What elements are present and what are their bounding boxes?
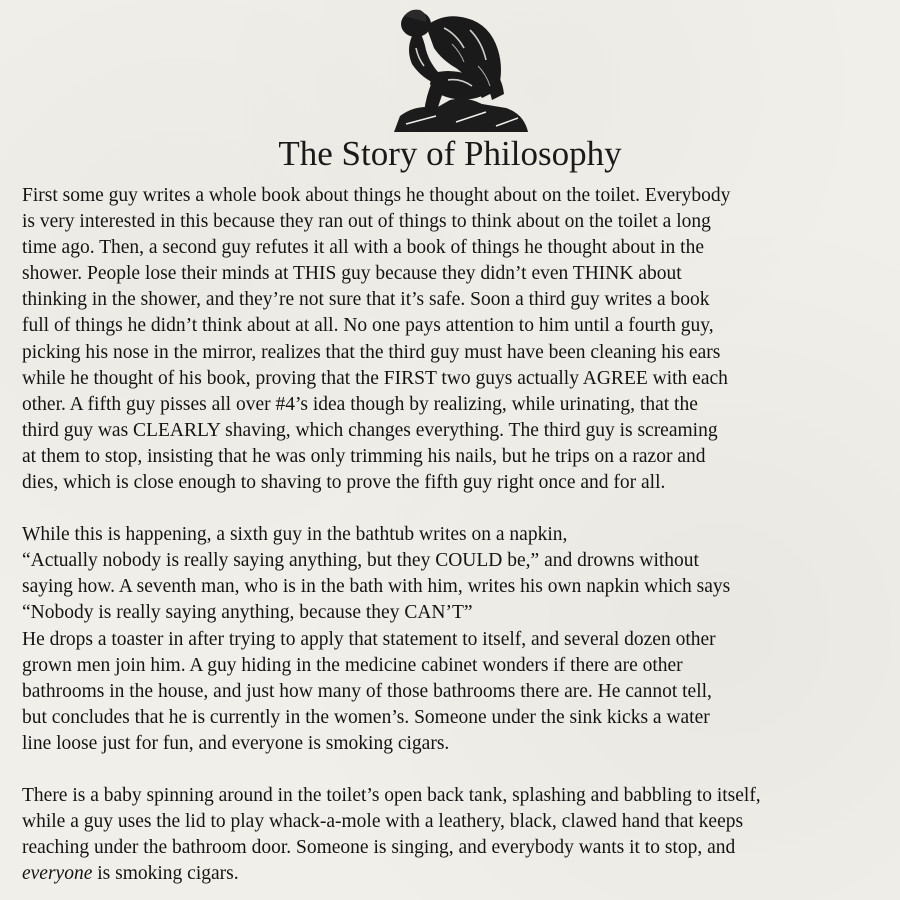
- paragraph-2: [22, 522, 884, 757]
- text-line: First some guy writes a whole book about things he thought about on the toilet. Everybody: [22, 185, 731, 206]
- text-line: line loose just for fun, and everyone is smoking cigars.: [22, 732, 450, 754]
- text-line: bathrooms in the house, and just how many of those bathrooms there are. He cannot tell,: [22, 680, 712, 702]
- text-line: but concludes that he is currently in the women’s. Someone under the sink kicks a water: [22, 706, 710, 728]
- text-line: is very interested in this because they ran out of things to think about on the toilet a long: [22, 211, 711, 233]
- text-line: at them to stop, insisting that he was only trimming his nails, but he trips on a razor and: [22, 445, 706, 467]
- text-line: third guy was CLEARLY shaving, which changes everything. The third guy is screaming: [22, 419, 718, 441]
- text-line: other. A fifth guy pisses all over #4’s idea though by realizing, while urinating, that the: [22, 393, 698, 415]
- final-line: [22, 861, 884, 887]
- text-line: full of things he didn’t think about at all. No one pays attention to him until a fourth guy,: [22, 315, 714, 337]
- text-line: “Nobody is really saying anything, because they CAN’T”: [22, 602, 473, 624]
- emphasized-word: everyone: [22, 863, 93, 885]
- final-line-rest: is smoking cigars.: [92, 863, 239, 885]
- text-line: “Actually nobody is really saying anything, but they COULD be,” and drowns without: [22, 550, 699, 572]
- text-line: picking his nose in the mirror, realizes that the third guy must have been cleaning his ears: [22, 341, 721, 363]
- page-title: The Story of Philosophy: [278, 134, 622, 173]
- story-body: [22, 183, 884, 887]
- text-line: dies, which is close enough to shaving to prove the fifth guy right once and for all.: [22, 472, 666, 494]
- text-line: while a guy uses the lid to play whack-a-mole with a leathery, black, clawed hand that keeps: [22, 811, 744, 833]
- text-line: thinking in the shower, and they’re not sure that it’s safe. Soon a third guy writes a book: [22, 289, 710, 311]
- text-line: He drops a toaster in after trying to apply that statement to itself, and several dozen other: [22, 628, 716, 650]
- thinker-sculpture-illustration: [386, 4, 532, 134]
- text-line: There is a baby spinning around in the toilet’s open back tank, splashing and babbling to itself,: [22, 784, 761, 806]
- text-line: shower. People lose their minds at THIS guy because they didn’t even THINK about: [22, 263, 682, 285]
- text-line: while he thought of his book, proving that the FIRST two guys actually AGREE with each: [22, 367, 728, 389]
- text-line: grown men join him. A guy hiding in the medicine cabinet wonders if there are other: [22, 654, 683, 676]
- paragraph-3: [22, 783, 884, 887]
- text-line: While this is happening, a sixth guy in the bathtub writes on a napkin,: [22, 524, 568, 546]
- paragraph-1: [22, 183, 884, 496]
- text-line: time ago. Then, a second guy refutes it all with a book of things he thought about in the: [22, 237, 705, 259]
- text-line: reaching under the bathroom door. Someone is singing, and everybody wants it to stop, and: [22, 837, 736, 859]
- text-line: saying how. A seventh man, who is in the bath with him, writes his own napkin which says: [22, 576, 731, 598]
